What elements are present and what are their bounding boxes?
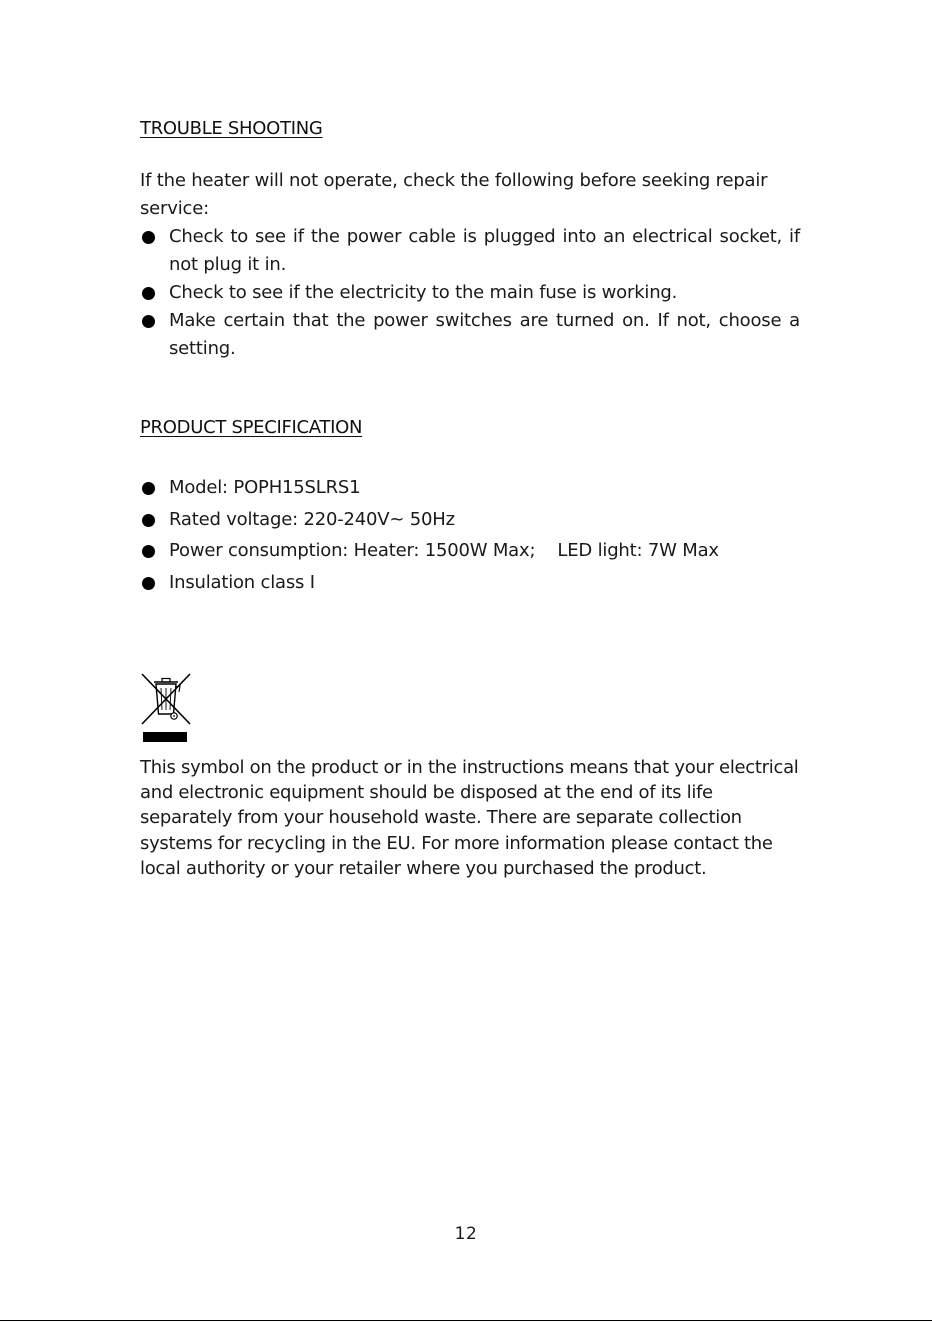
bullet-icon <box>142 514 155 527</box>
list-item <box>140 535 800 567</box>
specification-title: PRODUCT SPECIFICATION <box>140 417 363 438</box>
list-item <box>140 279 800 307</box>
page-number: 12 <box>454 1224 478 1244</box>
bullet-icon <box>142 482 155 495</box>
bullet-icon <box>142 577 155 590</box>
list-item <box>140 567 800 599</box>
list-item-text: Make certain that the power switches are turned on. If not, choose a setting. <box>169 310 800 359</box>
list-item <box>140 223 800 279</box>
bullet-icon <box>142 287 155 300</box>
list-item-text: Insulation class I <box>169 571 315 593</box>
troubleshooting-list <box>140 223 800 363</box>
list-item <box>140 307 800 363</box>
specification-list <box>140 472 800 598</box>
list-item-text: Rated voltage: 220-240V~ 50Hz <box>169 508 455 530</box>
list-item <box>140 472 800 504</box>
list-item <box>140 504 800 536</box>
list-item-text: Check to see if the electricity to the main fuse is working. <box>169 282 678 303</box>
disposal-text: This symbol on the product or in the instructions means that your electrical and electronic equipment should be disposed at the end of its life separately from your household waste. There are separate collection systems for recycling in the EU. For more information please contact the local authority or your retailer where you purchased the product. <box>140 757 799 879</box>
list-item-text: Check to see if the power cable is plugged into an electrical socket, if not plug it in. <box>169 226 800 275</box>
bullet-icon <box>142 545 155 558</box>
bullet-icon <box>142 315 155 328</box>
page-bottom-rule <box>0 1320 932 1321</box>
troubleshooting-title: TROUBLE SHOOTING <box>140 118 323 139</box>
list-item-text: Power consumption: Heater: 1500W Max; LED light: 7W Max <box>169 540 719 561</box>
list-item-text: Model: POPH15SLRS1 <box>169 477 361 498</box>
weee-crossed-bin-icon <box>140 672 192 744</box>
troubleshooting-intro: If the heater will not operate, check the following before seeking repair service: <box>140 170 768 219</box>
bullet-icon <box>142 231 155 244</box>
